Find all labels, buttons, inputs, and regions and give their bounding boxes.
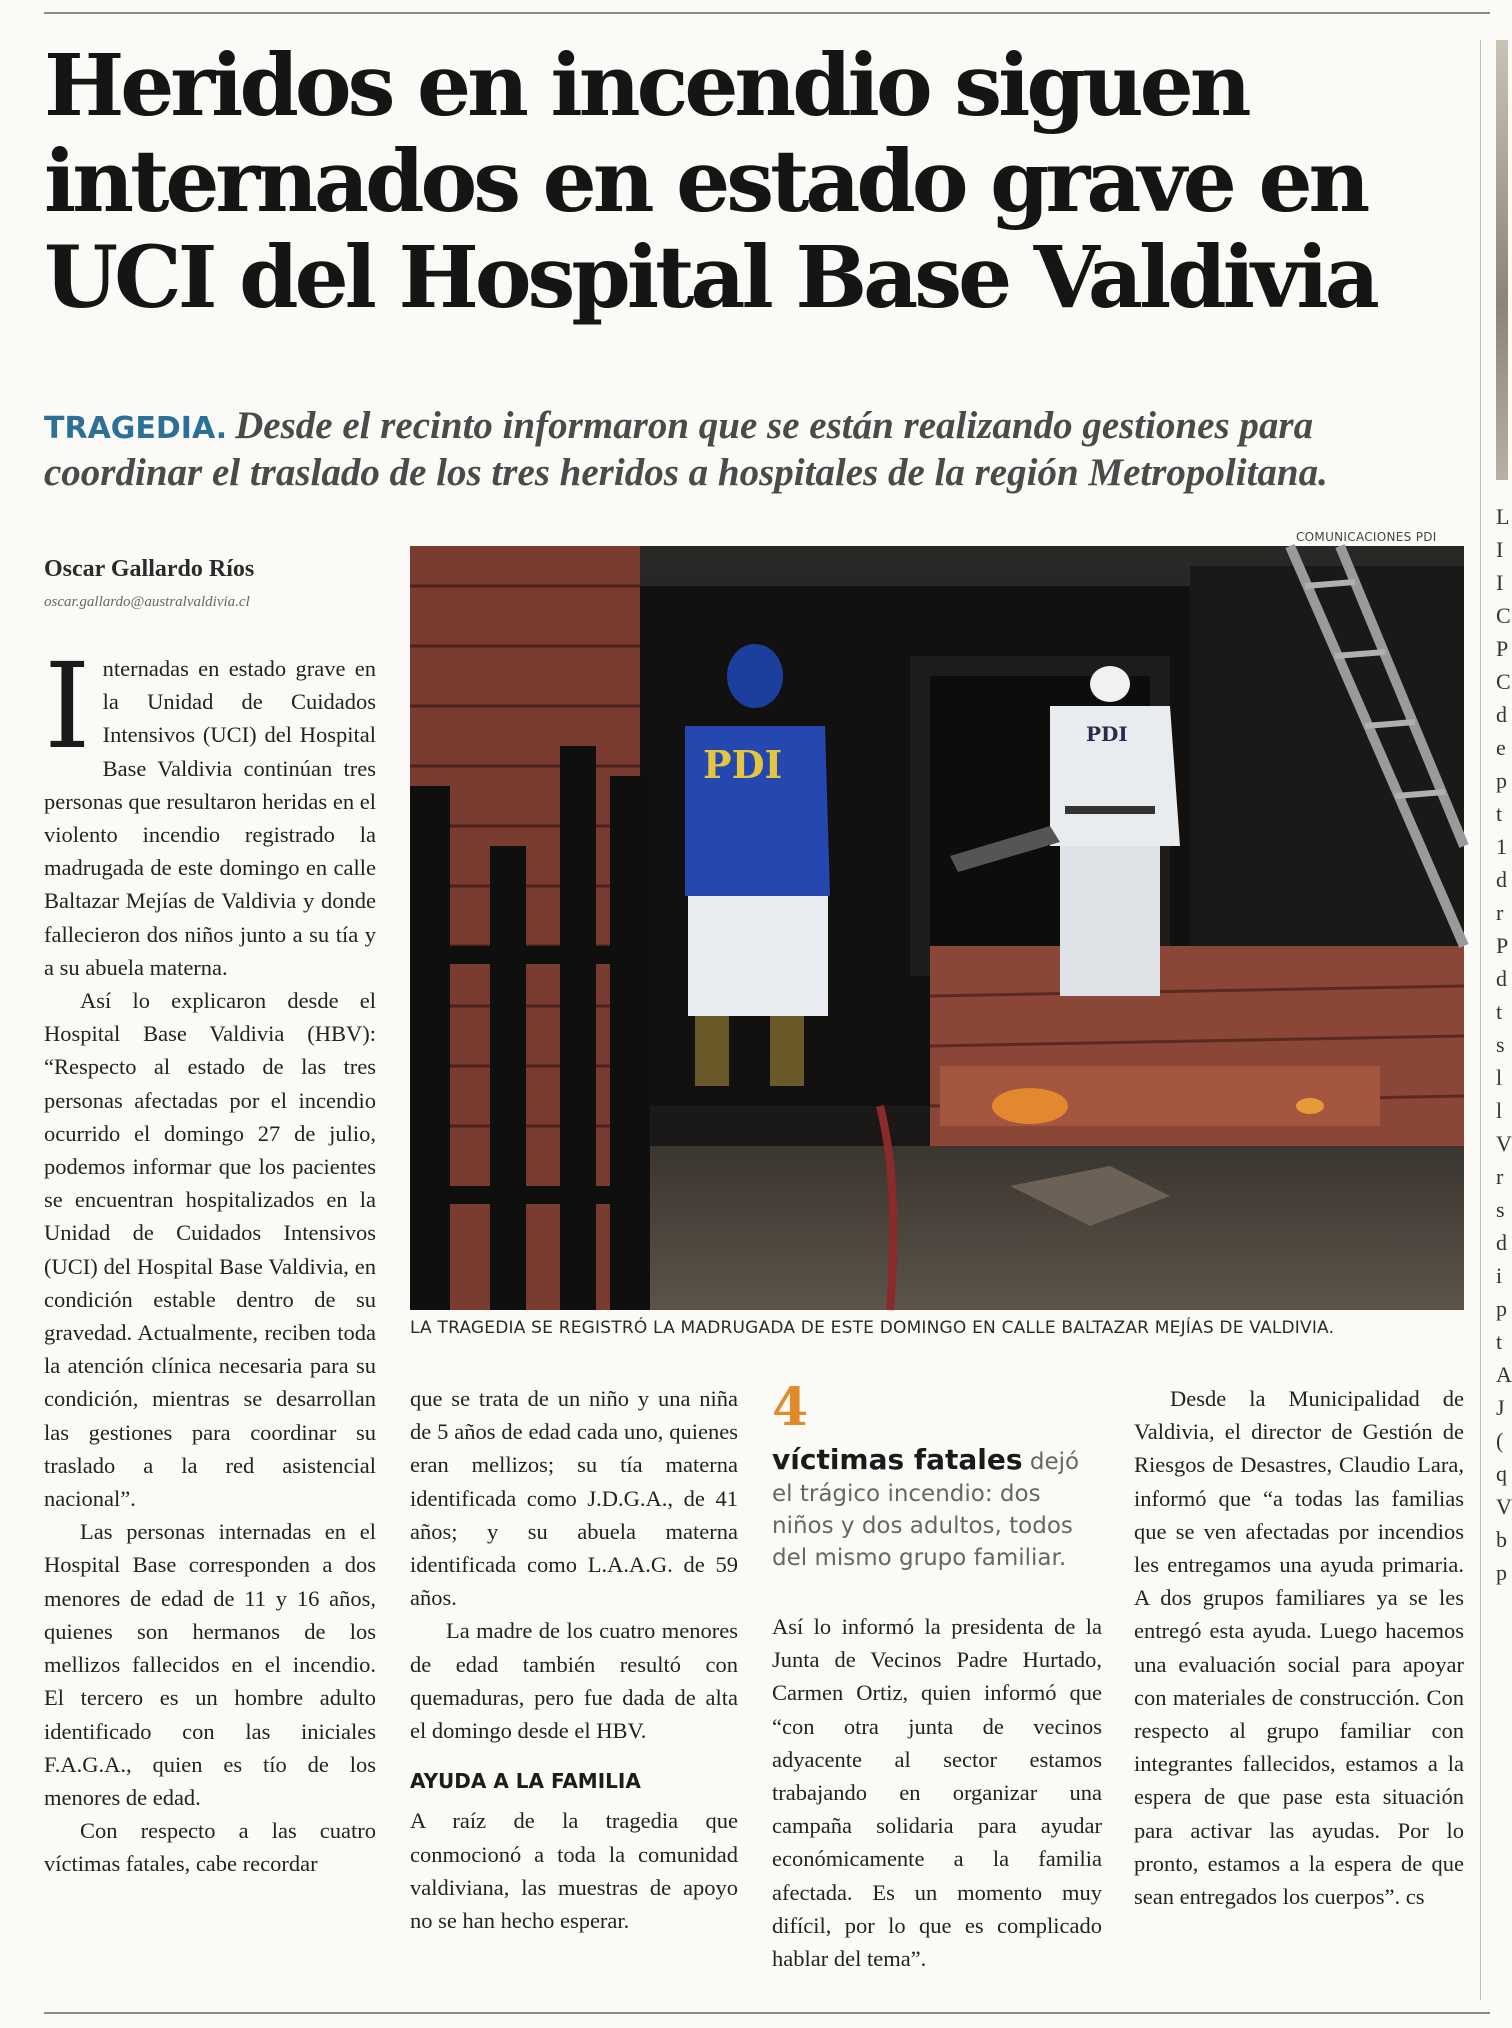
adjacent-letter: V [1496,1131,1512,1156]
column-3 [772,1377,1102,1975]
adjacent-letter: t [1496,801,1503,826]
paragraph: A raíz de la tragedia que conmocionó a toda la comunidad valdiviana, las muestras de apoyo no se han hecho esperar. [410,1808,738,1934]
fire-scene-illustration [410,546,1464,1310]
adjacent-letter: L [1496,504,1510,529]
adjacent-letter: l [1496,1098,1503,1123]
adjacent-photo-edge [1496,40,1508,480]
fact-number: 4 [772,1377,809,1438]
bottom-rule [44,2012,1490,2014]
fact-box [772,1444,1102,1574]
adjacent-letter: q [1496,1461,1507,1486]
column-2 [410,1382,738,1937]
paragraph: Así lo explicaron desde el Hospital Base Valdivia (HBV): “Respecto al estado de las tres personas afectadas por el incendio ocurrido el domingo 27 de julio, podemos informar que los pacientes se encuentran hospitalizados en la Unidad de Cuidados Intensivos (UCI) del Hospital Base Valdivia, en condición estable dentro de su gravedad. Actualmente, reciben toda la atención clínica necesaria para su condición, mientras se desarrollan las gestiones para coordinar su traslado a la red asistencial nacional”. [44,988,376,1512]
adjacent-column-edge [1496,500,1512,1589]
paragraph: La madre de los cuatro menores de edad también resultó con quemaduras, pero fue dada de alta el domingo desde el HBV. [410,1618,738,1744]
adjacent-letter: d [1496,1230,1507,1255]
end-mark: cs [1405,1884,1425,1910]
paragraph: Las personas internadas en el Hospital Base corresponden a dos menores de edad de 11 y 16 años, quienes son hermanos de los mellizos fallecidos en el incendio. El tercero es un hombre adulto identificado con las iniciales F.A.G.A., quien es tío de los menores de edad. [44,1519,376,1810]
adjacent-letter: C [1496,669,1511,694]
byline-email: oscar.gallardo@australvaldivia.cl [44,594,250,610]
adjacent-letter: i [1496,1263,1503,1288]
fact-bold: víctimas fatales [772,1443,1023,1476]
adjacent-letter: P [1496,636,1509,661]
dropcap: I [44,637,91,775]
adjacent-letter: A [1496,1362,1512,1387]
headline-line: internados en estado grave en [44,132,1367,232]
paragraph [44,637,376,984]
adjacent-letter: l [1496,1065,1503,1090]
top-rule [44,12,1490,14]
adjacent-letter: ( [1496,1428,1504,1453]
article-photo [410,546,1464,1310]
adjacent-letter: 1 [1496,834,1507,859]
adjacent-letter: p [1496,1296,1507,1321]
adjacent-letter: p [1496,768,1507,793]
adjacent-letter: r [1496,1164,1504,1189]
kicker: TRAGEDIA. [44,411,228,446]
column-4 [1134,1382,1464,1913]
adjacent-letter: d [1496,966,1507,991]
headline-line: UCI del Hospital Base Valdivia [44,228,1376,328]
deck [44,404,1464,495]
headline-line: Heridos en incendio siguen [44,36,1248,136]
headline [44,38,1464,326]
adjacent-letter: s [1496,1032,1505,1057]
adjacent-letter: s [1496,1197,1505,1222]
paragraph-text: Desde la Municipalidad de Valdivia, el director de Gestión de Riesgos de Desastres, Claudio Lara, informó que “a todas las familias que se ven afectadas por incendios les entregamos una ayuda primaria. A dos grupos familiares ya se les entregó esta ayuda. Luego hacemos una evaluación social para apoyar con materiales de construcción. Con respecto al grupo familiar con integrantes fallecidos, estamos a la espera de que pase esta situación para activar las ayudas. Por lo pronto, estamos a la espera de que sean entregados los cuerpos”. [1134,1386,1464,1910]
vest-label: PDI [703,742,783,787]
adjacent-letter: d [1496,867,1507,892]
paragraph: Con respecto a las cuatro víctimas fatales, cabe recordar [44,1818,376,1877]
vest-label: PDI [1086,722,1128,746]
adjacent-letter: r [1496,900,1504,925]
adjacent-letter: b [1496,1527,1507,1552]
fact-text: dejó el trágico incendio: dos niños y dos adultos, todos del mismo grupo familiar. [772,1449,1080,1571]
photo-caption: LA TRAGEDIA SE REGISTRÓ LA MADRUGADA DE ESTE DOMINGO EN CALLE BALTAZAR MEJÍAS DE VALDIVIA. [410,1318,1335,1338]
adjacent-letter: C [1496,603,1511,628]
adjacent-letter: p [1496,1560,1507,1585]
column-divider [1480,40,1481,2000]
adjacent-letter: I [1496,537,1504,562]
adjacent-letter: V [1496,1494,1512,1519]
paragraph: Así lo informó la presidenta de la Junta de Vecinos Padre Hurtado, Carmen Ortiz, quien informó que “con otra junta de vecinos adyacente al sector estamos trabajando en organizar una campaña solidaria para ayudar económicamente a la familia afectada. Es un momento muy difícil, por lo que es complicado hablar del tema”. [772,1614,1102,1972]
byline-author: Oscar Gallardo Ríos [44,556,255,582]
paragraph: que se trata de un niño y una niña de 5 años de edad cada uno, quienes eran mellizos; su tía materna identificada como J.D.G.A., de 41 años; y su abuela materna identificada como L.A.A.G. de 59 años. [410,1386,738,1611]
paragraph-text: nternadas en estado grave en la Unidad de Cuidados Intensivos (UCI) del Hospital Base Valdivia continúan tres personas que resultaron heridas en el violento incendio registrado la madrugada de este domingo en calle Baltazar Mejías de Valdivia y donde fallecieron dos niños junto a su tía y a su abuela materna. [44,656,376,980]
adjacent-letter: t [1496,999,1503,1024]
adjacent-letter: e [1496,735,1506,760]
subhead: AYUDA A LA FAMILIA [410,1769,641,1794]
adjacent-letter: J [1496,1395,1505,1420]
adjacent-letter: t [1496,1329,1503,1354]
photo-credit: COMUNICACIONES PDI [1296,530,1437,544]
adjacent-letter: P [1496,933,1509,958]
adjacent-letter: I [1496,570,1504,595]
column-1 [44,637,376,1881]
deck-text: Desde el recinto informaron que se están realizando gestiones para coordinar el traslado de los tres heridos a hospitales de la región Metropolitana. [44,404,1328,494]
adjacent-letter: d [1496,702,1507,727]
paragraph [1134,1382,1464,1913]
